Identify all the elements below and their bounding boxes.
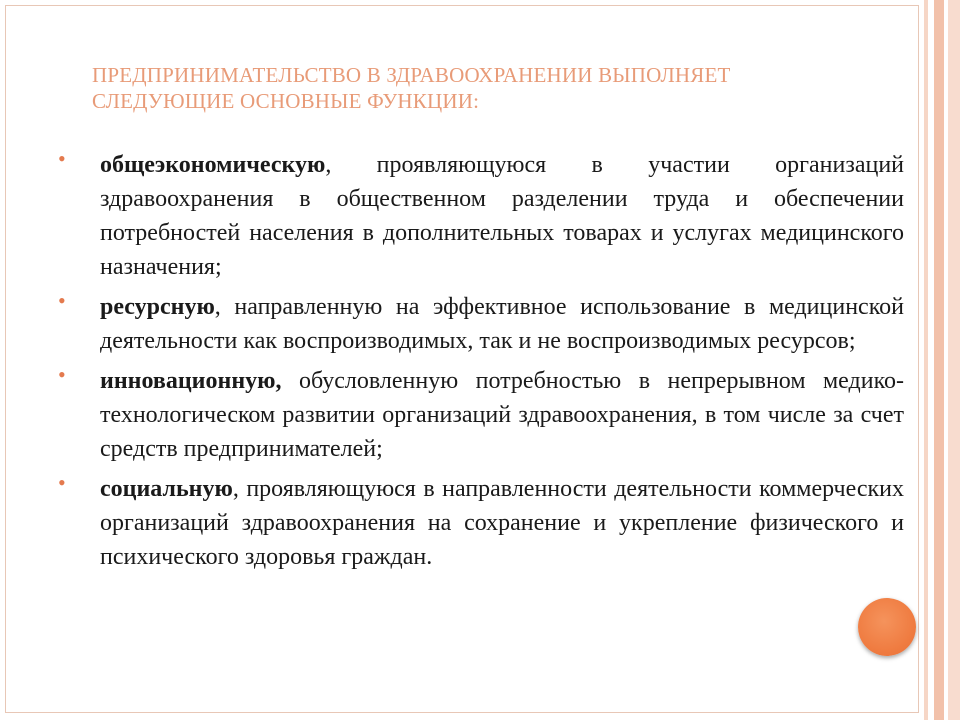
bullet-list: [58, 148, 904, 580]
list-item: [58, 290, 904, 358]
function-term: социальную: [100, 476, 233, 502]
function-description: , направленную на эффективное использование в медицинской деятельности как воспроизводимых, так и не воспроизводимых ресурсов;: [100, 294, 904, 354]
list-item: [58, 148, 904, 284]
list-item: [58, 472, 904, 574]
bullet-icon: •: [58, 146, 66, 171]
function-description: обусловленную потребностью в непрерывном медико-технологическом развитии организаций здравоохранения, в том числе за счет средств предпринимателей;: [100, 368, 904, 462]
accent-circle-icon: [858, 598, 916, 656]
decorative-stripes: [924, 0, 960, 720]
function-term: общеэкономическую: [100, 152, 326, 178]
stripe: [948, 0, 960, 720]
function-term: ресурсную: [100, 294, 215, 320]
bullet-icon: •: [58, 362, 66, 387]
bullet-icon: •: [58, 288, 66, 313]
slide-title: ПРЕДПРИНИМАТЕЛЬСТВО В ЗДРАВООХРАНЕНИИ ВЫПОЛНЯЕТ СЛЕДУЮЩИЕ ОСНОВНЫЕ ФУНКЦИИ:: [92, 63, 731, 113]
list-item: [58, 364, 904, 466]
function-description: , проявляющуюся в участии организаций здравоохранения в общественном разделении труда и обеспечении потребностей населения в дополнительных товарах и услугах медицинского назначения;: [100, 152, 904, 280]
function-description: , проявляющуюся в направленности деятельности коммерческих организаций здравоохранения на сохранение и укрепление физического и психического здоровья граждан.: [100, 476, 904, 570]
bullet-icon: •: [58, 470, 66, 495]
stripe: [934, 0, 944, 720]
function-term: инновационную,: [100, 368, 282, 394]
